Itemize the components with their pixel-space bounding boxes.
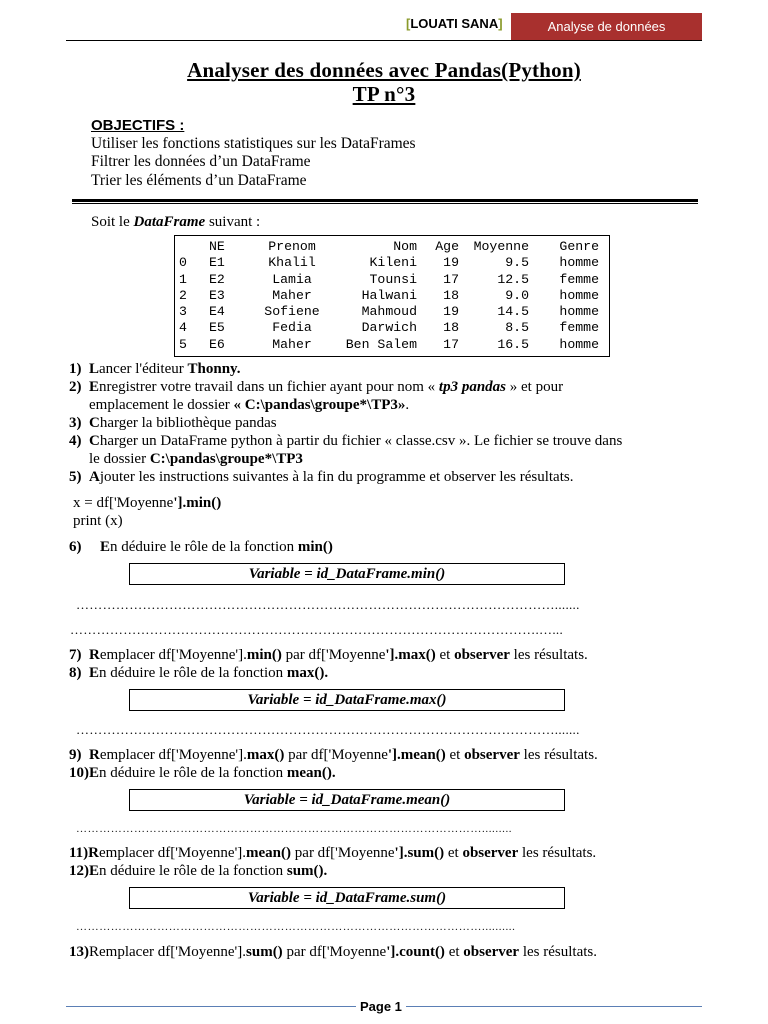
step-bold: Thonny. (187, 361, 241, 377)
step-number: 10) (69, 765, 89, 781)
table-cell: 9.0 (505, 287, 529, 303)
step-text: et (444, 845, 463, 861)
step-initial: R (89, 747, 100, 763)
table-cell: homme (559, 287, 599, 303)
table-cell: E5 (209, 320, 225, 336)
step-bold: '].mean() (387, 747, 446, 763)
code-line-1 (73, 494, 221, 512)
table-cell: 4 (179, 320, 187, 336)
step-bold: mean() (246, 845, 292, 861)
table-cell: Ben Salem (345, 336, 417, 352)
code-text: x = df['Moyenne (73, 495, 174, 511)
step-bold: '].sum() (394, 845, 445, 861)
header-badge: Analyse de données (511, 13, 702, 40)
step-initial: L (89, 361, 100, 377)
folder-path: C:\pandas\groupe*\TP3 (149, 451, 303, 467)
step-initial: R (88, 845, 100, 861)
table-cell: Tounsi (369, 271, 417, 287)
answer-dots: …………………………………………………………………………………………….......... (76, 921, 516, 933)
header-author (406, 16, 503, 31)
table-cell: homme (559, 336, 599, 352)
syntax-box-mean: Variable = id_DataFrame.mean() (129, 789, 565, 811)
step-initial: C (89, 433, 100, 449)
answer-dots: ………………………………………………………………………………………………....... (76, 722, 580, 737)
step-bold: observer (462, 845, 519, 861)
step-bold: '].count() (386, 944, 445, 960)
table-row (179, 337, 599, 353)
step-bold: sum(). (286, 863, 328, 879)
step-number: 1) (69, 361, 82, 377)
table-cell: E3 (209, 287, 225, 303)
author-name: LOUATI SANA (410, 16, 499, 31)
table-cell: 18 (443, 320, 459, 336)
step-initial: C (89, 415, 100, 431)
table-cell: Sofiene (264, 304, 320, 320)
step-bold: max() (246, 747, 285, 763)
step-4 (69, 432, 622, 450)
table-cell: 8.5 (505, 320, 529, 336)
code-line-2: print (x) (73, 513, 123, 529)
objective-item: Utiliser les fonctions statistiques sur les DataFrames (91, 135, 416, 152)
step-text: par df['Moyenne (281, 647, 386, 663)
syntax-box-sum: Variable = id_DataFrame.sum() (129, 887, 565, 909)
table-cell: 16.5 (497, 336, 529, 352)
step-text: emplacement le dossier (89, 397, 234, 413)
question-12 (69, 862, 327, 880)
table-row (179, 288, 599, 304)
step-bold: min() (246, 647, 282, 663)
step-initial: E (89, 379, 100, 395)
table-cell: 14.5 (497, 304, 529, 320)
table-cell: 19 (443, 304, 459, 320)
step-1 (69, 360, 240, 378)
section-divider-thin (72, 203, 698, 204)
table-cell: 3 (179, 304, 187, 320)
table-cell: E4 (209, 304, 225, 320)
step-text: par df['Moyenne (282, 944, 387, 960)
table-row (179, 272, 599, 288)
table-cell: Khalil (268, 255, 316, 271)
step-text: jouter les instructions suivantes à la fin du programme et observer les résultats. (99, 469, 574, 485)
question-11 (69, 844, 596, 862)
step-number: 13) (69, 944, 89, 960)
step-number: 11) (69, 845, 89, 861)
table-cell: 0 (179, 255, 187, 271)
table-cell: Fedia (272, 320, 312, 336)
objectives-heading: OBJECTIFS : (91, 117, 185, 134)
step-text: Remplacer df['Moyenne']. (89, 944, 247, 960)
intro-prefix: Soit le (91, 214, 134, 230)
step-bold: observer (463, 944, 520, 960)
table-cell: 9.5 (505, 255, 529, 271)
table-cell: Kileni (369, 255, 417, 271)
step-number: 6) (69, 539, 82, 555)
step-4-line2 (89, 450, 303, 468)
table-cell: 17 (443, 336, 459, 352)
bracket-open: [ (406, 16, 411, 31)
step-bold: '].max() (385, 647, 436, 663)
page-number: Page 1 (356, 999, 406, 1014)
step-text: harger un DataFrame python à partir du fichier « classe.csv ». Le fichier se trouve dans (99, 433, 623, 449)
step-number: 5) (69, 469, 82, 485)
table-cell: Mahmoud (361, 304, 417, 320)
question-10 (69, 764, 336, 782)
step-initial: E (89, 665, 100, 681)
table-cell: Maher (272, 287, 312, 303)
table-cell: Lamia (272, 271, 312, 287)
step-initial: E (89, 765, 100, 781)
table-cell: E1 (209, 255, 225, 271)
table-cell: 12.5 (497, 271, 529, 287)
syntax-box-min: Variable = id_DataFrame.min() (129, 563, 565, 585)
table-cell: femme (559, 320, 599, 336)
step-number: 3) (69, 415, 82, 431)
step-text: le dossier (89, 451, 150, 467)
step-initial: A (89, 469, 100, 485)
table-header-cell: Age (435, 239, 459, 254)
step-text: n déduire le rôle de la fonction (99, 863, 287, 879)
table-row (179, 320, 599, 336)
table-header-cell: Nom (393, 239, 417, 254)
table-cell: 2 (179, 287, 187, 303)
step-bold: observer (454, 647, 510, 663)
intro-name: DataFrame (133, 214, 206, 230)
step-3 (69, 414, 277, 432)
syntax-box-max: Variable = id_DataFrame.max() (129, 689, 565, 711)
table-cell: femme (559, 271, 599, 287)
answer-dots: …………………………………………………………………………………………….…... (70, 622, 563, 637)
step-bold: sum() (246, 944, 283, 960)
step-text: emplacer df['Moyenne']. (99, 845, 247, 861)
table-cell: Maher (272, 336, 312, 352)
table-cell: homme (559, 304, 599, 320)
step-text: . (405, 397, 410, 413)
table-cell: 5 (179, 336, 187, 352)
table-cell: 19 (443, 255, 459, 271)
question-6 (69, 538, 333, 556)
header-divider (66, 40, 702, 41)
answer-dots: ……………………………………………………………………………………………......... (76, 823, 513, 835)
step-number: 12) (69, 863, 89, 879)
table-cell: E6 (209, 336, 225, 352)
objective-item: Filtrer les données d’un DataFrame (91, 153, 311, 170)
step-text: les résultats. (519, 747, 598, 763)
step-initial: E (89, 863, 100, 879)
answer-dots: ………………………………………………………………………………………………....... (76, 597, 580, 612)
table-cell: 18 (443, 287, 459, 303)
dataframe-box (174, 235, 610, 357)
table-header-cell (179, 239, 209, 255)
step-number: 8) (69, 665, 82, 681)
table-cell: Halwani (361, 287, 417, 303)
table-cell: E2 (209, 271, 225, 287)
question-8 (69, 664, 328, 682)
table-header-cell: Prenom (268, 239, 316, 254)
step-bold: min() (297, 539, 333, 555)
step-bold: max(). (286, 665, 329, 681)
step-bold: mean(). (286, 765, 336, 781)
step-text: nregistrer votre travail dans un fichier ayant pour nom « (99, 379, 439, 395)
step-text: et (444, 944, 464, 960)
step-number: 9) (69, 747, 82, 763)
question-7 (69, 646, 588, 664)
step-text: emplacer df['Moyenne']. (99, 747, 247, 763)
section-divider (72, 199, 698, 202)
step-text: n déduire le rôle de la fonction (99, 765, 287, 781)
table-cell: 17 (443, 271, 459, 287)
step-text: les résultats. (518, 845, 597, 861)
step-text: ancer l'éditeur (99, 361, 188, 377)
table-row (179, 304, 599, 320)
step-text: emplacer df['Moyenne']. (99, 647, 247, 663)
code-bold: '].min() (173, 495, 222, 511)
doc-title: Analyser des données avec Pandas(Python) (187, 58, 581, 82)
step-text: harger la bibliothèque pandas (99, 415, 277, 431)
folder-path: « C:\pandas\groupe*\TP3» (233, 397, 406, 413)
step-initial: E (100, 539, 111, 555)
table-row (179, 255, 599, 271)
file-name: tp3 pandas (438, 379, 507, 395)
table-header-cell: Genre (559, 239, 599, 254)
step-2 (69, 378, 563, 396)
step-text: n déduire le rôle de la fonction (99, 665, 287, 681)
step-text: et (445, 747, 465, 763)
table-cell: homme (559, 255, 599, 271)
bracket-close: ] (498, 16, 503, 31)
table-cell: Darwich (361, 320, 417, 336)
doc-subtitle: TP n°3 (352, 82, 416, 106)
question-9 (69, 746, 598, 764)
table-cell: 1 (179, 271, 187, 287)
step-text: par df['Moyenne (284, 747, 388, 763)
step-number: 2) (69, 379, 82, 395)
step-text: et (435, 647, 455, 663)
step-initial: R (89, 647, 100, 663)
dataframe-intro (91, 214, 260, 231)
step-bold: observer (464, 747, 520, 763)
table-header-cell: Moyenne (473, 239, 529, 254)
step-number: 7) (69, 647, 82, 663)
step-text: les résultats. (519, 944, 597, 960)
step-text: n déduire le rôle de la fonction (110, 539, 298, 555)
dataframe-table (179, 239, 599, 353)
table-header-cell: NE (209, 239, 225, 254)
step-text: » et pour (506, 379, 564, 395)
step-number: 4) (69, 433, 82, 449)
step-5 (69, 468, 573, 486)
question-13 (69, 943, 597, 961)
objective-item: Trier les éléments d’un DataFrame (91, 172, 307, 189)
step-text: par df['Moyenne (291, 845, 395, 861)
table-header-row (179, 239, 599, 255)
step-2-line2 (89, 396, 409, 414)
intro-suffix: suivant : (205, 214, 261, 230)
step-text: les résultats. (509, 647, 588, 663)
